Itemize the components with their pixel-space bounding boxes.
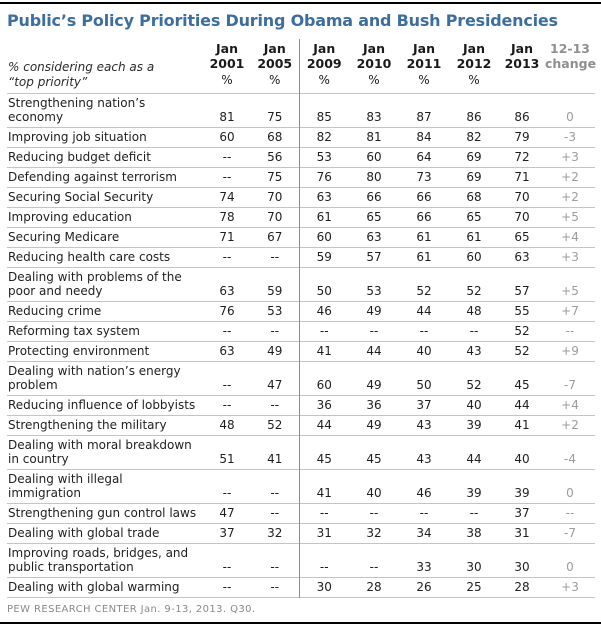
value-cell: 39 <box>514 486 530 501</box>
value-cell: 70 <box>267 210 283 225</box>
value-cell: 81 <box>366 130 382 145</box>
value-cell: 30 <box>466 560 482 575</box>
change-cell: +5 <box>561 284 579 299</box>
percent-sign: % <box>468 73 480 88</box>
table-row <box>7 148 595 168</box>
value-cell: -- <box>222 398 232 413</box>
value-cell: -- <box>299 322 349 342</box>
value-cell: 63 <box>366 230 382 245</box>
header-years-row <box>7 39 595 73</box>
value-cell: 28 <box>366 580 382 595</box>
column-header-line1: Jan <box>413 41 435 57</box>
value-cell: -- <box>270 506 280 521</box>
table-row <box>7 228 595 248</box>
value-cell: 41 <box>299 342 349 362</box>
row-label: Reducing crime <box>8 304 102 319</box>
value-cell: -- <box>469 506 479 521</box>
row-label: Dealing with problems of the poor and needy <box>8 270 182 299</box>
value-cell: 53 <box>299 148 349 168</box>
value-cell: 63 <box>299 188 349 208</box>
value-cell: 74 <box>219 190 235 205</box>
value-cell: 40 <box>514 452 530 467</box>
value-cell: 64 <box>416 150 432 165</box>
value-cell: 66 <box>416 190 432 205</box>
row-label: Securing Social Security <box>8 190 154 205</box>
value-cell: 44 <box>416 304 432 319</box>
row-label: Improving education <box>8 210 132 225</box>
value-cell: 61 <box>299 208 349 228</box>
value-cell: 49 <box>366 378 382 393</box>
table-row <box>7 362 595 396</box>
table-row <box>7 208 595 228</box>
value-cell: -- <box>222 580 232 595</box>
change-cell: +4 <box>561 398 579 413</box>
value-cell: 76 <box>299 168 349 188</box>
table-row <box>7 168 595 188</box>
value-cell: 66 <box>416 210 432 225</box>
table-row <box>7 504 595 524</box>
value-cell: -- <box>270 250 280 265</box>
value-cell: 31 <box>514 526 530 541</box>
percent-sign <box>545 73 595 94</box>
column-header-change <box>545 39 595 73</box>
value-cell: -- <box>222 486 232 501</box>
value-cell: 53 <box>366 284 382 299</box>
percent-sign: % <box>221 73 233 88</box>
table-row <box>7 524 595 544</box>
column-header-2011 <box>399 39 449 73</box>
value-cell: 36 <box>366 398 382 413</box>
value-cell: 50 <box>299 268 349 302</box>
table-row <box>7 94 595 128</box>
value-cell: -- <box>222 250 232 265</box>
value-cell: 28 <box>514 580 530 595</box>
column-header-2012 <box>449 39 499 73</box>
value-cell: 36 <box>299 396 349 416</box>
value-cell: 37 <box>416 398 432 413</box>
value-cell: 61 <box>466 230 482 245</box>
value-cell: 47 <box>219 506 235 521</box>
value-cell: 32 <box>267 526 283 541</box>
value-cell: 38 <box>466 526 482 541</box>
column-header-line2: 2012 <box>456 55 492 71</box>
value-cell: 65 <box>514 230 530 245</box>
value-cell: 33 <box>416 560 432 575</box>
value-cell: -- <box>299 544 349 578</box>
value-cell: -- <box>270 560 280 575</box>
percent-sign: % <box>269 73 281 88</box>
change-cell: +2 <box>561 190 579 205</box>
value-cell: -- <box>270 324 280 339</box>
percent-sign <box>499 73 545 94</box>
row-label: Strengthening gun control laws <box>8 506 197 521</box>
value-cell: 40 <box>366 486 382 501</box>
value-cell: 63 <box>514 250 530 265</box>
change-cell: -4 <box>564 452 576 467</box>
value-cell: 61 <box>416 250 432 265</box>
value-cell: 40 <box>466 398 482 413</box>
row-label: Reducing budget deficit <box>8 150 151 165</box>
value-cell: 70 <box>267 190 283 205</box>
table-row <box>7 248 595 268</box>
column-header-line2: 2011 <box>406 55 442 71</box>
value-cell: 82 <box>299 128 349 148</box>
value-cell: 25 <box>466 580 482 595</box>
value-cell: 26 <box>416 580 432 595</box>
column-header-line2: 2005 <box>257 55 293 71</box>
value-cell: 51 <box>219 452 235 467</box>
value-cell: 75 <box>267 170 283 185</box>
change-cell: +3 <box>561 150 579 165</box>
value-cell: 44 <box>366 344 382 359</box>
column-header-line2: 2010 <box>356 55 392 71</box>
value-cell: 52 <box>514 324 530 339</box>
value-cell: -- <box>469 324 479 339</box>
row-label: Dealing with illegal immigration <box>8 472 123 501</box>
value-cell: -- <box>222 560 232 575</box>
value-cell: 59 <box>267 284 283 299</box>
value-cell: 71 <box>514 170 530 185</box>
value-cell: 68 <box>466 190 482 205</box>
value-cell: -- <box>369 560 379 575</box>
value-cell: -- <box>222 170 232 185</box>
value-cell: 53 <box>267 304 283 319</box>
row-label: Dealing with global trade <box>8 526 160 541</box>
change-cell: +2 <box>561 418 579 433</box>
value-cell: 75 <box>267 110 283 125</box>
value-cell: 69 <box>466 150 482 165</box>
change-cell: +3 <box>561 250 579 265</box>
value-cell: -- <box>419 506 429 521</box>
value-cell: 46 <box>299 302 349 322</box>
value-cell: 41 <box>299 470 349 504</box>
value-cell: 46 <box>416 486 432 501</box>
value-cell: 82 <box>466 130 482 145</box>
table-row <box>7 436 595 470</box>
table-row <box>7 578 595 598</box>
value-cell: 57 <box>514 284 530 299</box>
pew-policy-priorities-graphic <box>0 2 601 624</box>
row-label: Improving job situation <box>8 130 147 145</box>
table-row <box>7 396 595 416</box>
value-cell: 63 <box>219 284 235 299</box>
value-cell: 40 <box>416 344 432 359</box>
column-header-line1: 12-13 <box>550 41 590 57</box>
row-label: Dealing with global warming <box>8 580 180 595</box>
column-header-line2: 2009 <box>306 55 342 71</box>
value-cell: 37 <box>219 526 235 541</box>
value-cell: 34 <box>416 526 432 541</box>
value-cell: 44 <box>466 452 482 467</box>
value-cell: 86 <box>514 110 530 125</box>
value-cell: 52 <box>466 284 482 299</box>
column-header-line1: Jan <box>313 41 336 57</box>
percent-sign: % <box>418 73 430 88</box>
column-header-2001 <box>203 39 251 73</box>
value-cell: -- <box>270 580 280 595</box>
source-note: PEW RESEARCH CENTER Jan. 9-13, 2013. Q30. <box>7 604 256 616</box>
value-cell: -- <box>369 506 379 521</box>
value-cell: 66 <box>366 190 382 205</box>
change-cell: 0 <box>566 560 574 575</box>
column-header-line1: Jan <box>263 41 286 57</box>
value-cell: -- <box>222 324 232 339</box>
change-cell: +2 <box>561 170 579 185</box>
change-cell: -- <box>565 506 575 521</box>
value-cell: 45 <box>514 378 530 393</box>
table-subtitle: % considering each as a “top priority” <box>8 60 155 90</box>
value-cell: -- <box>270 486 280 501</box>
value-cell: 49 <box>366 418 382 433</box>
row-label: Dealing with moral breakdown in country <box>8 438 192 467</box>
value-cell: 84 <box>416 130 432 145</box>
change-cell: +9 <box>561 344 579 359</box>
column-header-line2: 2001 <box>209 55 245 71</box>
change-cell: +4 <box>561 230 579 245</box>
column-header-2005 <box>251 39 299 73</box>
value-cell: 83 <box>366 110 382 125</box>
value-cell: 65 <box>366 210 382 225</box>
column-header-line2: change <box>545 55 597 71</box>
change-cell: -3 <box>564 130 576 145</box>
value-cell: -- <box>270 398 280 413</box>
value-cell: 79 <box>514 130 530 145</box>
value-cell: 47 <box>267 378 283 393</box>
value-cell: -- <box>299 504 349 524</box>
table-row <box>7 342 595 362</box>
value-cell: 60 <box>366 150 382 165</box>
value-cell: 49 <box>366 304 382 319</box>
column-header-line1: Jan <box>363 41 385 57</box>
row-label: Defending against terrorism <box>8 170 177 185</box>
value-cell: -- <box>222 378 232 393</box>
value-cell: 67 <box>267 230 283 245</box>
value-cell: 52 <box>267 418 283 433</box>
value-cell: 52 <box>416 284 432 299</box>
value-cell: 39 <box>466 418 482 433</box>
policy-priorities-table <box>7 39 595 598</box>
value-cell: 41 <box>267 452 283 467</box>
column-header-2010 <box>349 39 399 73</box>
table-row <box>7 128 595 148</box>
value-cell: 69 <box>466 170 482 185</box>
value-cell: 32 <box>366 526 382 541</box>
value-cell: 60 <box>299 228 349 248</box>
row-label: Strengthening nation’s economy <box>8 96 146 125</box>
table-row <box>7 302 595 322</box>
change-cell: +3 <box>561 580 579 595</box>
row-label: Securing Medicare <box>8 230 120 245</box>
table-row <box>7 268 595 302</box>
value-cell: 49 <box>267 344 283 359</box>
percent-sign: % <box>368 73 380 88</box>
value-cell: 52 <box>466 378 482 393</box>
value-cell: -- <box>222 150 232 165</box>
row-label: Reforming tax system <box>8 324 140 339</box>
value-cell: 63 <box>219 344 235 359</box>
row-label: Improving roads, bridges, and public transportation <box>8 546 189 575</box>
value-cell: 48 <box>219 418 235 433</box>
table-row <box>7 416 595 436</box>
value-cell: 43 <box>416 452 432 467</box>
value-cell: 43 <box>416 418 432 433</box>
change-cell: -7 <box>564 526 576 541</box>
value-cell: 86 <box>466 110 482 125</box>
value-cell: 30 <box>299 578 349 598</box>
value-cell: 76 <box>219 304 235 319</box>
value-cell: 37 <box>514 506 530 521</box>
value-cell: 30 <box>514 560 530 575</box>
change-cell: 0 <box>566 110 574 125</box>
value-cell: 45 <box>366 452 382 467</box>
value-cell: 52 <box>514 344 530 359</box>
column-header-line1: Jan <box>463 41 485 57</box>
value-cell: 60 <box>219 130 235 145</box>
table-row <box>7 322 595 342</box>
value-cell: 78 <box>219 210 235 225</box>
table-row <box>7 470 595 504</box>
row-label: Protecting environment <box>8 344 150 359</box>
value-cell: 48 <box>466 304 482 319</box>
row-label: Reducing health care costs <box>8 250 171 265</box>
change-cell: -- <box>565 324 575 339</box>
table-row <box>7 188 595 208</box>
value-cell: 73 <box>416 170 432 185</box>
percent-sign: % <box>299 73 349 94</box>
value-cell: 81 <box>219 110 235 125</box>
value-cell: 60 <box>466 250 482 265</box>
top-rule <box>0 2 601 4</box>
column-header-line2: 2013 <box>504 55 540 71</box>
value-cell: 39 <box>466 486 482 501</box>
value-cell: 44 <box>299 416 349 436</box>
value-cell: 61 <box>416 230 432 245</box>
row-label: Strengthening the military <box>8 418 167 433</box>
value-cell: 71 <box>219 230 235 245</box>
value-cell: 85 <box>299 94 349 128</box>
value-cell: 70 <box>514 210 530 225</box>
value-cell: 57 <box>366 250 382 265</box>
row-label: Dealing with nation’s energy problem <box>8 364 181 393</box>
value-cell: 44 <box>514 398 530 413</box>
value-cell: 87 <box>416 110 432 125</box>
value-cell: 72 <box>514 150 530 165</box>
value-cell: 45 <box>299 436 349 470</box>
table-body <box>7 94 595 598</box>
table-header <box>7 39 595 94</box>
page-title: Public’s Policy Priorities During Obama and Bush Presidencies <box>7 11 558 30</box>
column-header-2013 <box>499 39 545 73</box>
column-header-2009 <box>299 39 349 73</box>
value-cell: 56 <box>267 150 283 165</box>
value-cell: 68 <box>267 130 283 145</box>
change-cell: +7 <box>561 304 579 319</box>
value-cell: 31 <box>299 524 349 544</box>
row-label: Reducing influence of lobbyists <box>8 398 196 413</box>
value-cell: 60 <box>299 362 349 396</box>
value-cell: 70 <box>514 190 530 205</box>
change-cell: -7 <box>564 378 576 393</box>
column-header-line1: Jan <box>216 41 238 57</box>
value-cell: 43 <box>466 344 482 359</box>
change-cell: 0 <box>566 486 574 501</box>
value-cell: 55 <box>514 304 530 319</box>
value-cell: -- <box>419 324 429 339</box>
column-header-line1: Jan <box>511 41 533 57</box>
value-cell: 50 <box>416 378 432 393</box>
table-row <box>7 544 595 578</box>
value-cell: 59 <box>299 248 349 268</box>
value-cell: -- <box>369 324 379 339</box>
change-cell: +5 <box>561 210 579 225</box>
value-cell: 41 <box>514 418 530 433</box>
value-cell: 65 <box>466 210 482 225</box>
value-cell: 80 <box>366 170 382 185</box>
